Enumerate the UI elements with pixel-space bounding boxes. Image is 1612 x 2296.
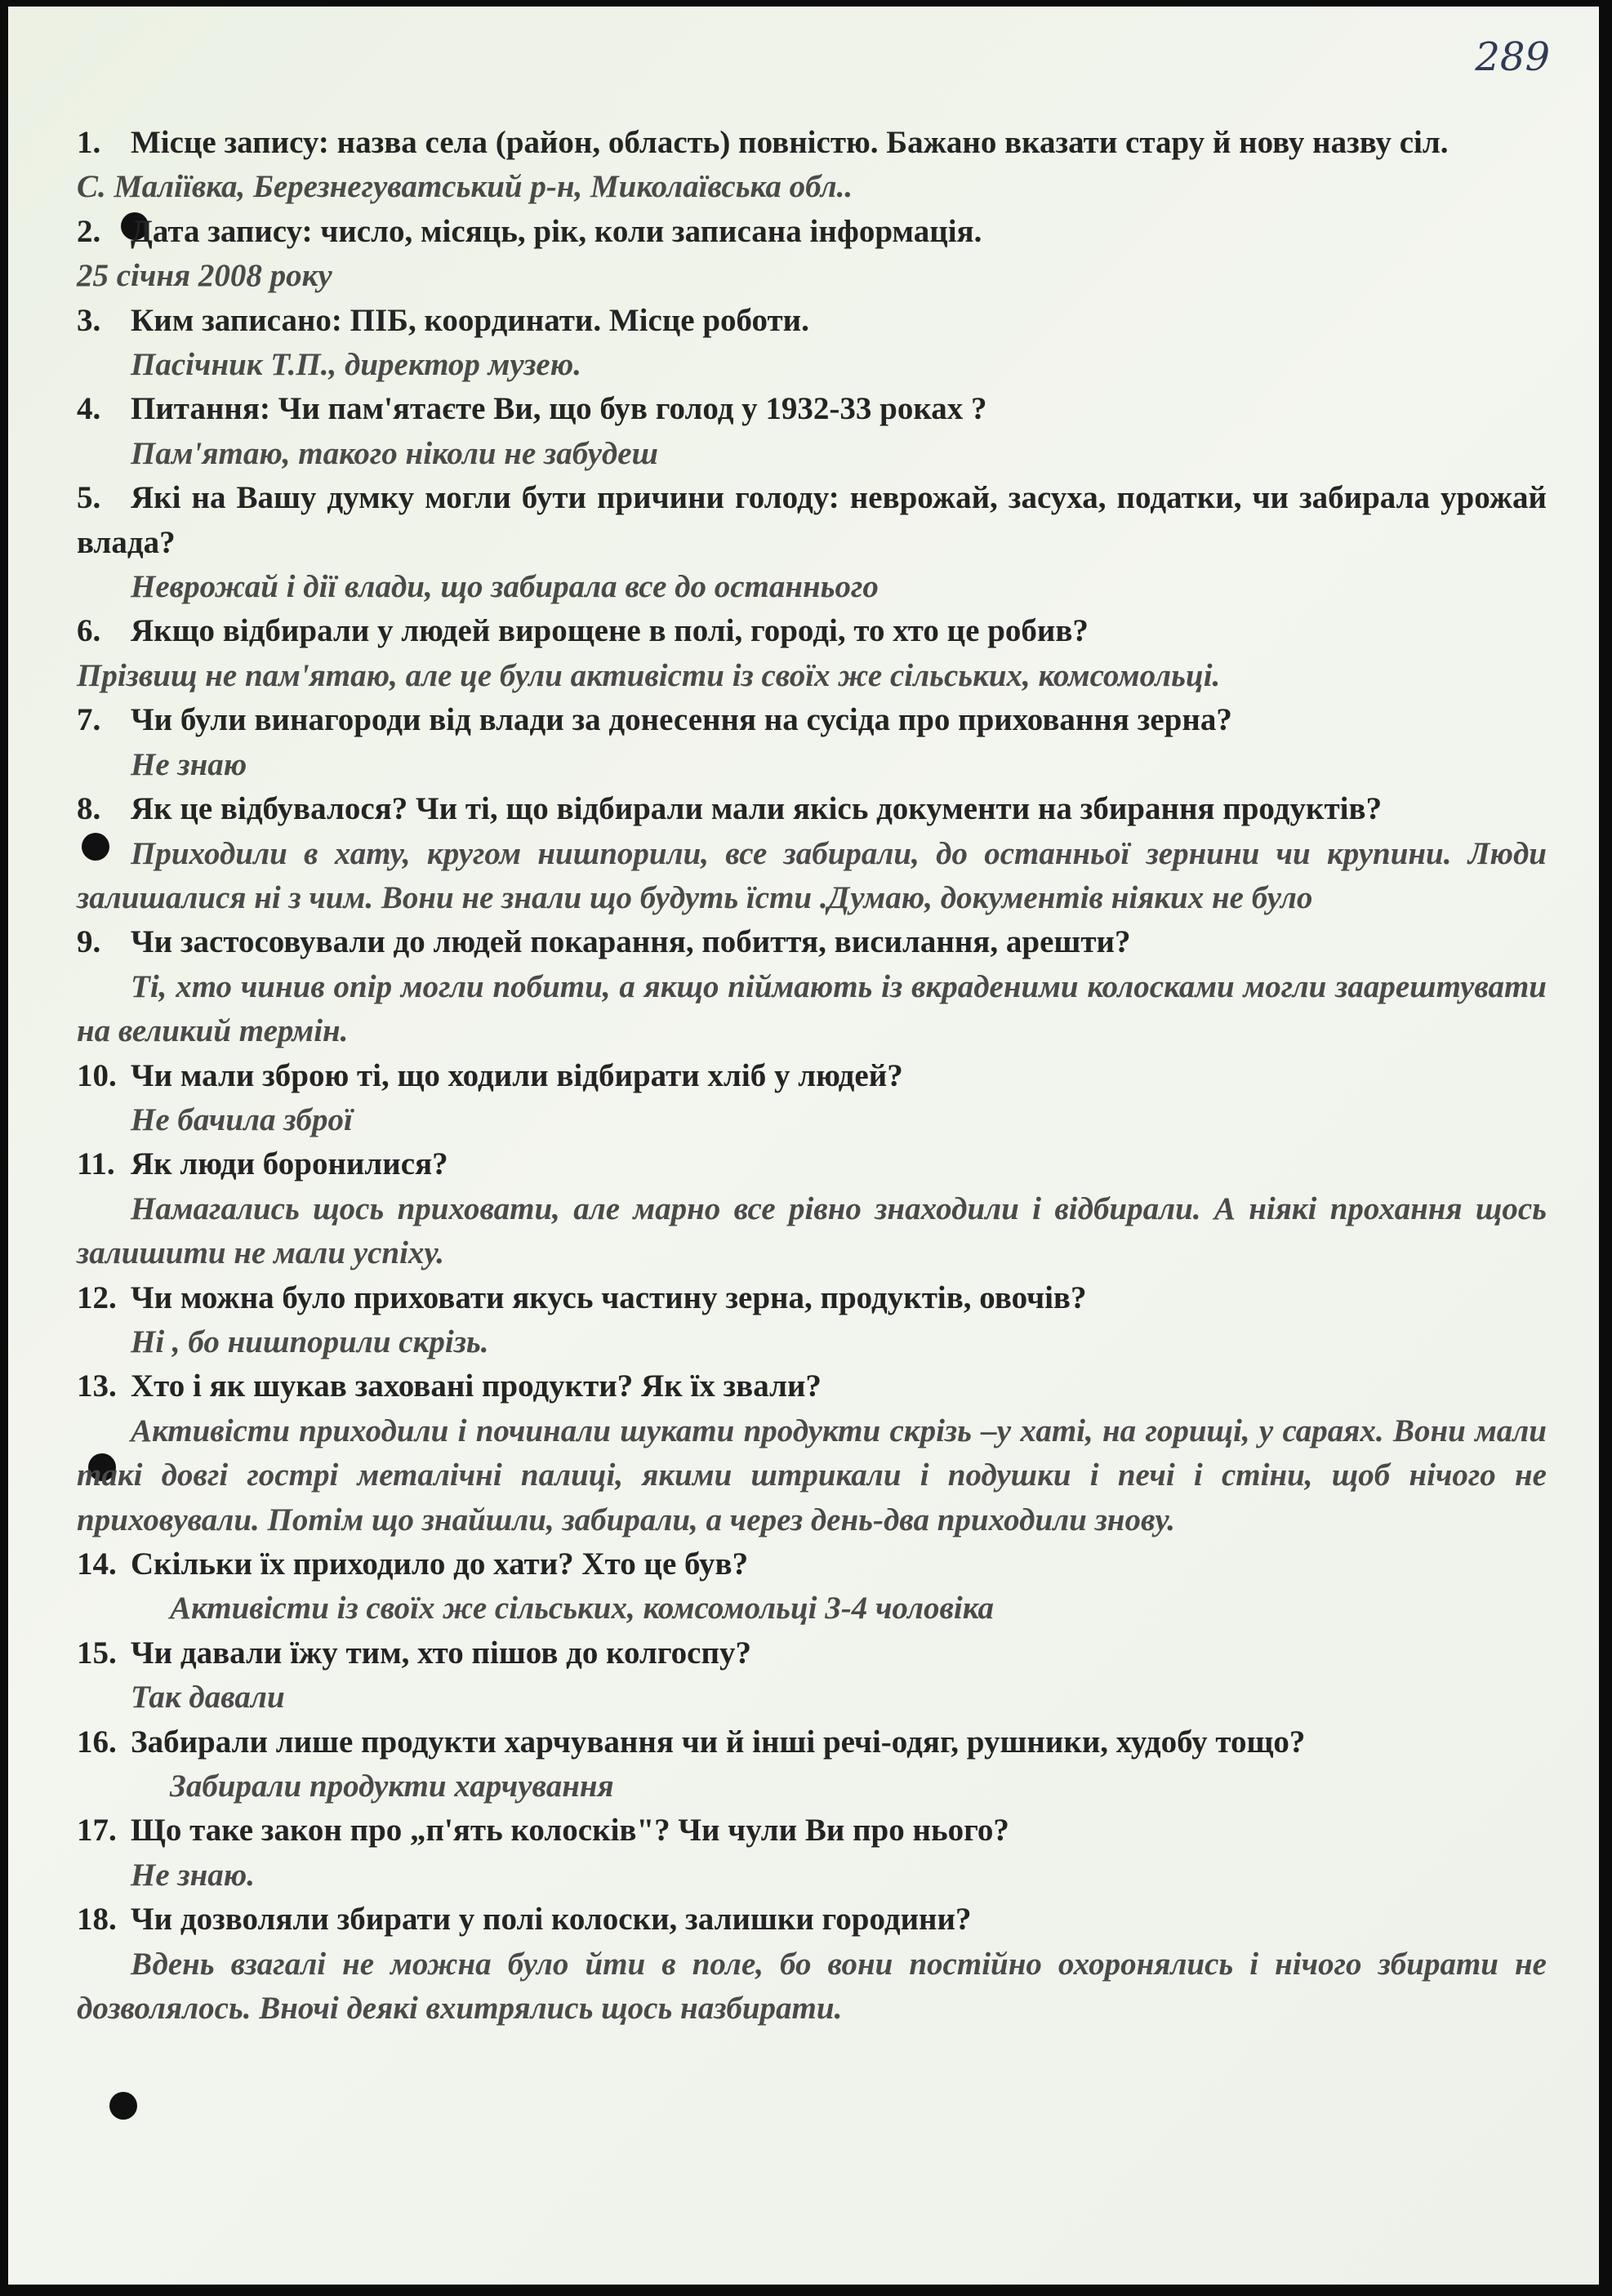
question-text: Питання: Чи пам'ятаєте Ви, що був голод у 1932-33 роках ? <box>131 391 987 427</box>
answer-6: Прізвищ не пам'ятаю, але це були активісти із своїх же сільських, комсомольці. <box>77 657 1221 693</box>
question-number: 8. <box>77 791 101 827</box>
punch-hole <box>109 2092 137 2120</box>
question-15 <box>77 1631 1547 1675</box>
question-10 <box>77 1054 1547 1098</box>
question-text: Місце запису: назва села (район, область) повністю. Бажано вказати стару й нову назву сіл. <box>131 125 1449 160</box>
answer-7: Не знаю <box>131 746 247 782</box>
question-number: 5. <box>77 480 101 516</box>
question-4 <box>77 387 1547 431</box>
question-14 <box>77 1542 1547 1586</box>
question-text: Чи були винагороди від влади за донесення на сусіда про приховання зерна? <box>131 702 1232 738</box>
question-text: Чи давали їжу тим, хто пішов до колгоспу? <box>131 1635 751 1671</box>
question-text: Чи дозволяли збирати у полі колоски, залишки городини? <box>131 1902 972 1938</box>
document-page <box>8 7 1599 2285</box>
question-text: Як це відбувалося? Чи ті, що відбирали мали якісь документи на збирання продуктів? <box>131 791 1383 827</box>
question-text: Що таке закон про „п'ять колосків"? Чи чули Ви про нього? <box>131 1813 1009 1849</box>
question-number: 15. <box>77 1635 117 1671</box>
answer-13: Активісти приходили і починали шукати продукти скрізь –у хаті, на горищі, у сараях. Вони мали такі довгі гострі металічні палиці, якими штрикали і подушки і печі і стіни, щоб нічого не приховували. Потім що знайшли, забирали, а через день-два приходили знову. <box>77 1413 1547 1537</box>
question-text: Хто і як шукав заховані продукти? Як їх звали? <box>131 1368 822 1404</box>
question-3 <box>77 299 1547 343</box>
question-number: 9. <box>77 924 101 960</box>
question-number: 3. <box>77 302 101 338</box>
question-number: 1. <box>77 125 101 160</box>
question-5 <box>77 476 1547 565</box>
question-number: 7. <box>77 702 101 738</box>
question-12 <box>77 1276 1547 1320</box>
question-text: Якщо відбирали у людей вирощене в полі, городі, то хто це робив? <box>131 613 1089 649</box>
question-18 <box>77 1898 1547 1942</box>
question-17 <box>77 1809 1547 1853</box>
question-number: 4. <box>77 391 101 427</box>
question-text: Дата запису: число, місяць, рік, коли записана інформація. <box>131 213 982 249</box>
question-number: 6. <box>77 613 101 649</box>
question-13 <box>77 1364 1547 1408</box>
question-7 <box>77 698 1547 742</box>
answer-5: Неврожай і дії влади, що забирала все до останнього <box>131 569 879 605</box>
answer-3: Пасічник Т.П., директор музею. <box>131 347 581 383</box>
answer-2: 25 січня 2008 року <box>77 258 332 294</box>
answer-18: Вдень взагалі не можна було йти в поле, бо вони постійно охоронялись і нічого збирати не дозволялось. Вночі деякі вхитрялись щось назбирати. <box>77 1946 1547 2027</box>
question-2 <box>77 210 1547 254</box>
question-8 <box>77 787 1547 831</box>
question-number: 14. <box>77 1546 117 1582</box>
page-number: 289 <box>1475 34 1550 80</box>
answer-16: Забирали продукти харчування <box>170 1769 614 1804</box>
question-text: Чи застосовували до людей покарання, побиття, висилання, арешти? <box>131 924 1131 960</box>
question-number: 16. <box>77 1724 117 1760</box>
question-9 <box>77 920 1547 964</box>
question-text: Скільки їх приходило до хати? Хто це був? <box>131 1546 749 1582</box>
question-number: 13. <box>77 1368 117 1404</box>
question-text: Як люди боронилися? <box>131 1146 448 1182</box>
answer-1: С. Маліївка, Березнегуватський р-н, Миколаївська обл.. <box>77 169 853 205</box>
question-1 <box>77 121 1547 165</box>
question-number: 17. <box>77 1813 117 1849</box>
question-text: Які на Вашу думку могли бути причини голоду: неврожай, засуха, податки, чи забирала урожай влада? <box>77 480 1547 560</box>
question-text: Забирали лише продукти харчування чи й інші речі-одяг, рушники, худобу тощо? <box>131 1724 1306 1760</box>
question-number: 18. <box>77 1902 117 1938</box>
answer-10: Не бачила зброї <box>131 1101 353 1137</box>
answer-14: Активісти із своїх же сільських, комсомольці 3-4 чоловіка <box>170 1591 995 1626</box>
answer-11: Намагались щось приховати, але марно все рівно знаходили і відбирали. А ніякі прохання щось залишити не мали успіху. <box>77 1190 1547 1271</box>
answer-9: Ті, хто чинив опір могли побити, а якщо піймають із вкраденими колосками могли заарештувати на великий термін. <box>77 968 1547 1049</box>
question-number: 12. <box>77 1279 117 1315</box>
answer-12: Ні , бо нишпорили скрізь. <box>131 1324 489 1359</box>
question-text: Чи можна було приховати якусь частину зерна, продуктів, овочів? <box>131 1279 1087 1315</box>
question-16 <box>77 1720 1547 1764</box>
question-11 <box>77 1142 1547 1186</box>
question-number: 11. <box>77 1146 115 1182</box>
answer-17: Не знаю. <box>131 1857 255 1893</box>
answer-15: Так давали <box>131 1680 285 1715</box>
question-text: Ким записано: ПІБ, координати. Місце роботи. <box>131 302 809 338</box>
questionnaire <box>77 121 1547 2031</box>
question-number: 2. <box>77 213 101 249</box>
question-number: 10. <box>77 1057 117 1093</box>
answer-8: Приходили в хату, кругом нишпорили, все забирали, до останньої зернини чи крупини. Люди залишалися ні з чим. Вони не знали що будуть їсти .Думаю, документів ніяких не було <box>77 835 1547 915</box>
question-6 <box>77 609 1547 653</box>
answer-4: Пам'ятаю, такого ніколи не забудеш <box>131 435 659 471</box>
question-text: Чи мали зброю ті, що ходили відбирати хліб у людей? <box>131 1057 903 1093</box>
